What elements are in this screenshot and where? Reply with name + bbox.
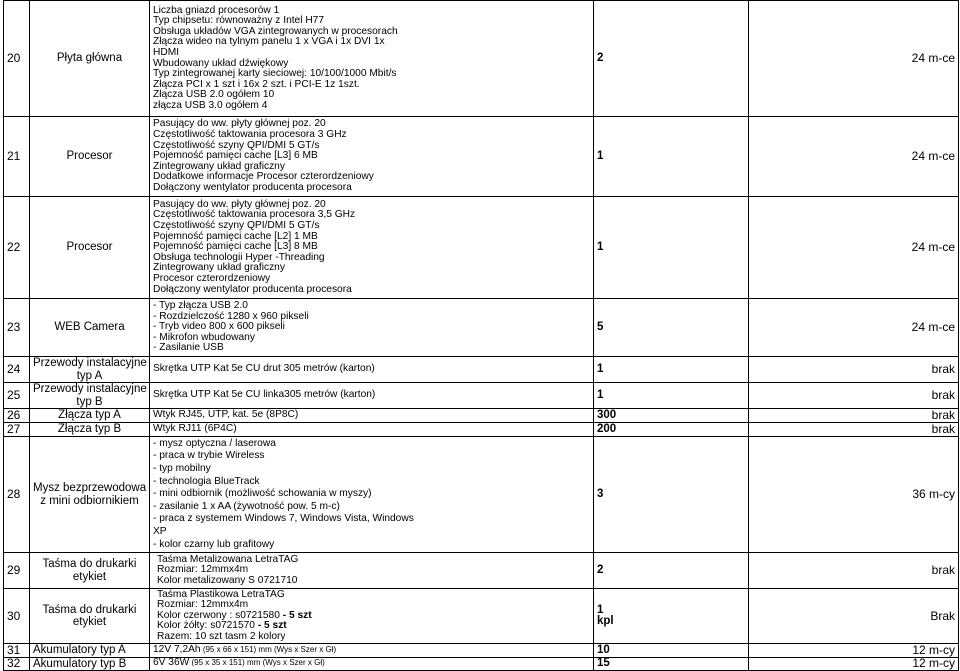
item-description: - mysz optyczna / laserowa - praca w trybie Wireless - typ mobilny - technologia BlueTrack - mini odbiornik (możliwość schowania w myszy) - zasilanie 1 x AA (żywotność pow. 5 m-c) - praca z systemem Windows 7, Windows Vista, Windows XP - kolor czarny lub grafitowy — [150, 437, 594, 553]
item-quantity: 1 — [594, 383, 749, 409]
item-name: Płyta główna — [30, 1, 150, 117]
row-number: 21 — [4, 117, 30, 197]
item-quantity: 3 — [594, 437, 749, 553]
table-row — [4, 553, 959, 589]
item-description: Pasujący do ww. płyty głównej poz. 20 Częstotliwość taktowania procesora 3 GHz Częstotliwość szyny QPI/DMI 5 GT/s Pojemność pamięci cache [L3] 6 MB Zintegrowany układ graficzny Dodatkowe informacje Procesor czterordzeniowy Dołączony wentylator producenta procesora — [150, 117, 594, 197]
row-number: 30 — [4, 589, 30, 644]
row-number: 24 — [4, 357, 30, 383]
item-name: Taśma do drukarki etykiet — [30, 553, 150, 589]
row-number: 28 — [4, 437, 30, 553]
item-warranty: 12 m-cy — [749, 657, 959, 671]
row-number: 31 — [4, 644, 30, 658]
table-row — [4, 657, 959, 671]
item-name: Złącza typ B — [30, 423, 150, 437]
table-row — [4, 1, 959, 117]
row-number: 20 — [4, 1, 30, 117]
item-warranty: 24 m-ce — [749, 1, 959, 117]
item-description: Wtyk RJ11 (6P4C) — [150, 423, 594, 437]
item-description: Pasujący do ww. płyty głównej poz. 20 Częstotliwość taktowania procesora 3,5 GHz Częstotliwość szyny QPI/DMI 5 GT/s Pojemność pamięci cache [L2] 1 MB Pojemność pamięci cache [L3] 8 MB Obsługa technologii Hyper -Threading Zintegrowany układ graficzny Procesor czterordzeniowy Dołączony wentylator producenta procesora — [150, 197, 594, 299]
item-quantity: 15 — [594, 657, 749, 671]
item-quantity: 1 — [594, 117, 749, 197]
item-name: Akumulatory typ A — [30, 644, 150, 658]
item-description: Wtyk RJ45, UTP, kat. 5e (8P8C) — [150, 409, 594, 423]
table-row — [4, 299, 959, 357]
table-row — [4, 357, 959, 383]
item-warranty: 36 m-cy — [749, 437, 959, 553]
item-name: Procesor — [30, 197, 150, 299]
specification-table — [3, 0, 959, 671]
table-row — [4, 644, 959, 658]
item-quantity: 1 — [594, 357, 749, 383]
table-row — [4, 589, 959, 644]
item-quantity: 1 — [594, 197, 749, 299]
item-name: Akumulatory typ B — [30, 657, 150, 671]
table-row — [4, 437, 959, 553]
item-quantity: 300 — [594, 409, 749, 423]
item-quantity: 5 — [594, 299, 749, 357]
table-row — [4, 383, 959, 409]
item-quantity: 2 — [594, 553, 749, 589]
row-number: 26 — [4, 409, 30, 423]
item-warranty: Brak — [749, 589, 959, 644]
item-description: Taśma Plastikowa LetraTAG Rozmiar: 12mmx4m Kolor czerwony : s0721580 - 5 szt Kolor żółty: s0721570 - 5 szt Razem: 10 szt tasm 2 kolory — [150, 589, 594, 644]
item-quantity: 2 — [594, 1, 749, 117]
table-row — [4, 409, 959, 423]
row-number: 22 — [4, 197, 30, 299]
table-row — [4, 117, 959, 197]
item-name: Złącza typ A — [30, 409, 150, 423]
item-name: Taśma do drukarki etykiet — [30, 589, 150, 644]
item-description: Skrętka UTP Kat 5e CU drut 305 metrów (karton) — [150, 357, 594, 383]
row-number: 27 — [4, 423, 30, 437]
item-warranty: 12 m-cy — [749, 644, 959, 658]
item-description: Taśma Metalizowana LetraTAG Rozmiar: 12mmx4m Kolor metalizowany S 0721710 — [150, 553, 594, 589]
item-quantity: 1 kpl — [594, 589, 749, 644]
item-name: Przewody instalacyjne typ A — [30, 357, 150, 383]
item-description: Skrętka UTP Kat 5e CU linka305 metrów (karton) — [150, 383, 594, 409]
item-description: 6V 36W (95 x 35 x 151) mm (Wys x Szer x Gł) — [150, 657, 594, 671]
item-description: - Typ złącza USB 2.0 - Rozdzielczość 1280 x 960 pikseli - Tryb video 800 x 600 pikseli - Mikrofon wbudowany - Zasilanie USB — [150, 299, 594, 357]
row-number: 32 — [4, 657, 30, 671]
item-name: Przewody instalacyjne typ B — [30, 383, 150, 409]
item-warranty: brak — [749, 357, 959, 383]
item-name: Mysz bezprzewodowa z mini odbiornikiem — [30, 437, 150, 553]
table-row — [4, 423, 959, 437]
item-quantity: 10 — [594, 644, 749, 658]
item-warranty: 24 m-ce — [749, 197, 959, 299]
item-warranty: brak — [749, 409, 959, 423]
row-number: 29 — [4, 553, 30, 589]
item-warranty: 24 m-ce — [749, 299, 959, 357]
item-warranty: 24 m-ce — [749, 117, 959, 197]
item-name: WEB Camera — [30, 299, 150, 357]
row-number: 23 — [4, 299, 30, 357]
item-warranty: brak — [749, 383, 959, 409]
item-description: 12V 7,2Ah (95 x 66 x 151) mm (Wys x Szer x Gł) — [150, 644, 594, 658]
item-name: Procesor — [30, 117, 150, 197]
table-row — [4, 197, 959, 299]
item-description: Liczba gniazd procesorów 1 Typ chipsetu: równoważny z Intel H77 Obsługa układów VGA zintegrowanych w procesorach Złącza wideo na tylnym panelu 1 x VGA i 1x DVI 1x HDMI Wbudowany układ dźwiękowy Typ zintegrowanej karty sieciowej: 10/100/1000 Mbit/s Złącza PCI x 1 szt i 16x 2 szt. i PCI-E 1z 1szt. Złącza USB 2.0 ogółem 10 złącza USB 3.0 ogółem 4 — [150, 1, 594, 117]
item-warranty: brak — [749, 553, 959, 589]
row-number: 25 — [4, 383, 30, 409]
item-warranty: brak — [749, 423, 959, 437]
item-quantity: 200 — [594, 423, 749, 437]
